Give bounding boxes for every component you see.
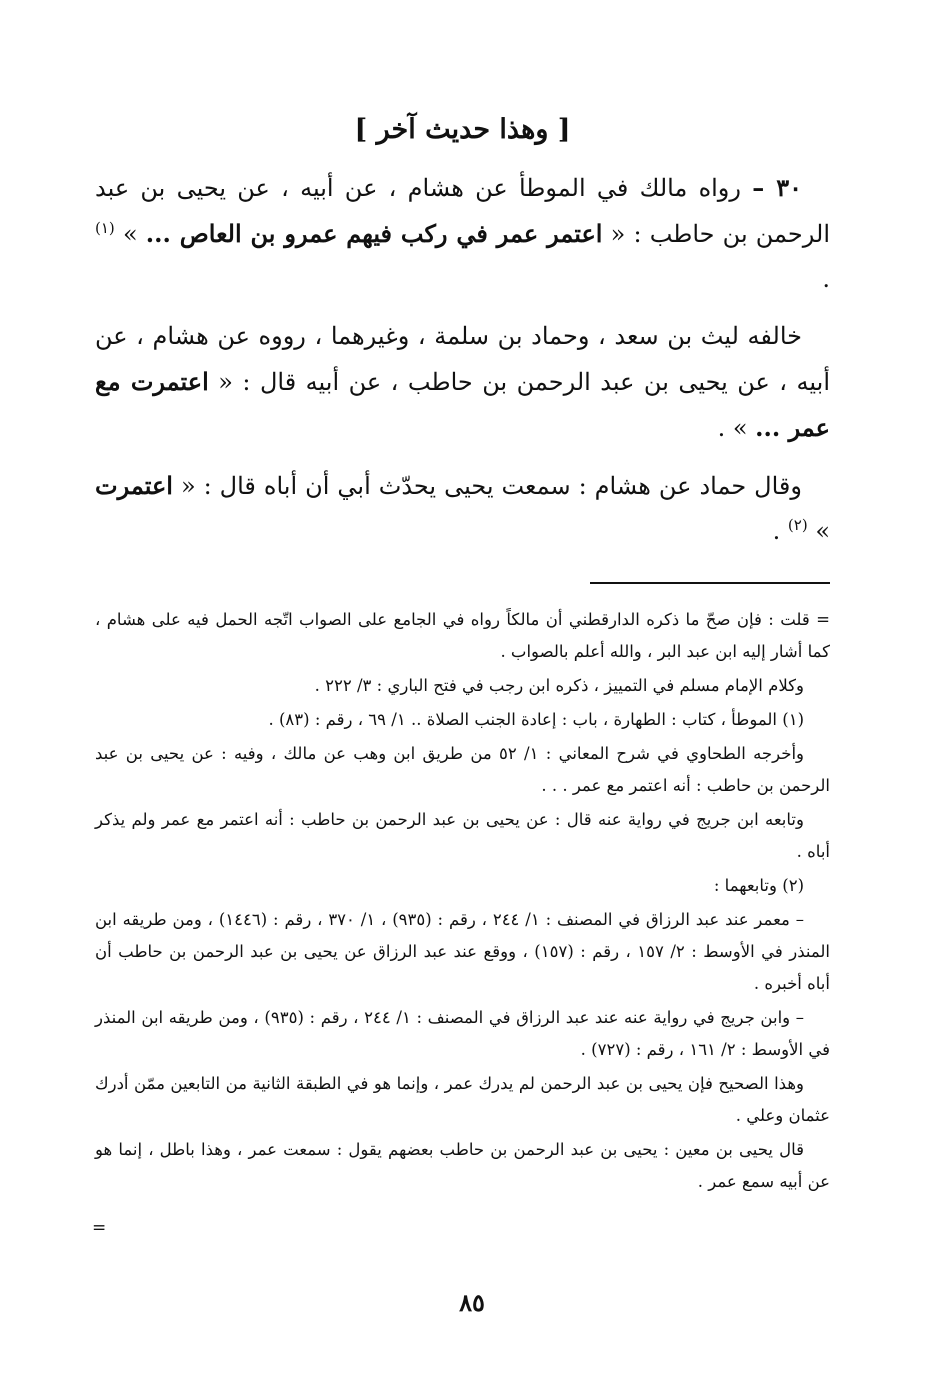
footnote-paragraph: = قلت : فإن صحّ ما ذكره الدارقطني أن مالكاً رواه في الجامع على الصواب اتّجه الحمل فيه على هشام ، كما أشار إليه ابن عبد البر ، والله أعلم بالصواب . (95, 610, 830, 661)
footnote-1: (١) الموطأ ، كتاب : الطهارة ، باب : إعادة الجنب الصلاة .. ١/ ٦٩ ، رقم : (٨٣) . (268, 710, 804, 729)
sentence-end: » . (717, 414, 756, 442)
footnote-ref-1: (١) (95, 219, 115, 237)
hadith-quote: اعتمر عمر في ركب فيهم عمرو بن العاص ... (145, 219, 603, 248)
sentence-end: . (822, 265, 830, 293)
hadith-paragraph-1 (95, 165, 830, 302)
footnote-separator (590, 582, 830, 584)
hadith-text: خالفه ليث بن سعد ، وحماد بن سلمة ، وغيرهما ، رووه عن هشام ، عن أبيه ، عن يحيى بن عبد الرحمن بن حاطب ، عن أبيه قال : « (95, 322, 830, 396)
page-body (95, 105, 830, 1200)
footnote-paragraph: وهذا الصحيح فإن يحيى بن عبد الرحمن لم يدرك عمر ، وإنما هو في الطبقة الثانية من التابعين ممّن أدرك عثمان وعلي . (95, 1074, 830, 1125)
chapter-heading: [ وهذا حديث آخر ] (354, 114, 571, 145)
hadith-text: وقال حماد عن هشام : سمعت يحيى يحدّث أبي أن أباه قال : « (172, 472, 802, 500)
footnote-2: (٢) وتابعهما : (713, 876, 804, 895)
footnote-ref-2: (٢) (787, 516, 808, 534)
hadith-number: ٣٠ – (752, 173, 803, 202)
footnote-paragraph: قال يحيى بن معين : يحيى بن عبد الرحمن بن حاطب بعضهم يقول : سمعت عمر ، وهذا باطل ، إنما هو عن أبيه سمع عمر . (95, 1140, 830, 1191)
footnote-paragraph: وأخرجه الطحاوي في شرح المعاني : ١/ ٥٢ من طريق ابن وهب عن مالك ، وفيه : عن يحيى بن عبد الرحمن بن حاطب : أنه اعتمر مع عمر . . . (95, 744, 830, 795)
footnote-paragraph: وكلام الإمام مسلم في التمييز ، ذكره ابن رجب في فتح الباري : ٣/ ٢٢٢ . (314, 676, 804, 695)
hadith-paragraph-3 (95, 463, 830, 554)
footnote-paragraph: – معمر عند عبد الرزاق في المصنف : ١/ ٢٤٤ ، رقم : (٩٣٥) ، ١/ ٣٧٠ ، رقم : (١٤٤٦) ، ومن طريقه ابن المنذر في الأوسط : ٢/ ١٥٧ ، رقم : (١٥٧) ، ووقع عند عبد الرزاق عن يحيى بن عبد الرحمن بن حاطب أن أباه أخبره . (95, 910, 830, 993)
hadith-quote: اعتمرت (95, 471, 173, 500)
quote-close: » (807, 517, 830, 545)
footnote-paragraph: وتابعه ابن جريج في رواية عنه قال : عن يحيى بن عبد الرحمن بن حاطب : أنه اعتمر مع عمر ولم يذكر أباه . (95, 810, 830, 861)
sentence-end: . (772, 517, 788, 545)
quote-close: » (114, 220, 146, 248)
continuation-mark: = (92, 1218, 107, 1238)
hadith-text: رواه مالك في الموطأ عن هشام ، عن أبيه ، عن يحيى بن عبد الرحمن بن حاطب : « (95, 174, 830, 248)
hadith-paragraph-2 (95, 314, 830, 451)
footnote-paragraph: – وابن جريج في رواية عنه عند عبد الرزاق في المصنف : ١/ ٢٤٤ ، رقم : (٩٣٥) ، ومن طريقه ابن المنذر في الأوسط : ٢/ ١٦١ ، رقم : (٧٢٧) . (95, 1008, 830, 1059)
hadith-quote: اعتمرت مع عمر ... (95, 367, 830, 442)
page-number: ٨٥ (459, 1288, 485, 1317)
